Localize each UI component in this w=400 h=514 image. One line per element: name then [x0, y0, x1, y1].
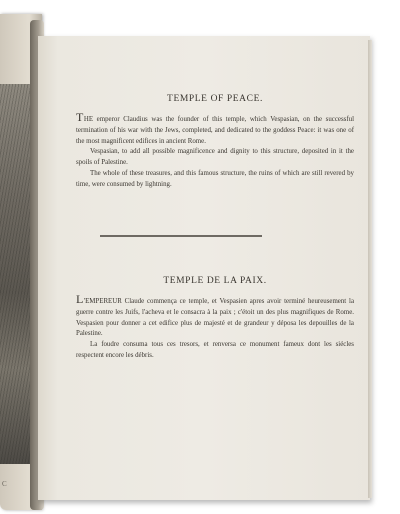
english-paragraph-1-text: HE emperor Claudius was the founder of this temple, which Vespasian, on the successful termination of his war with the Jews, completed, and dedicated to the goddess Peace: it was one of the most magnificent edifices in ancient Rome.	[76, 116, 354, 145]
french-paragraph-1-text: 'EMPEREUR Claude commença ce temple, et Vespasien apres avoir terminé heureusement la guerre contre les Juifs, l'acheva et le consacra à la paix ; c'étoit un des plus magnifiques de Rome. Vespasien pour donner a cet edifice plus de majesté et de grandeur y déposa les depouilles de la Palestine.	[76, 298, 354, 338]
english-section	[76, 94, 354, 191]
english-paragraph-3: The whole of these treasures, and this famous structure, the ruins of which are still revered by time, were consumed by lightning.	[76, 169, 354, 188]
french-dropcap: L	[76, 292, 84, 306]
english-dropcap: T	[76, 110, 84, 124]
section-divider-rule	[100, 235, 262, 237]
english-heading: TEMPLE OF PEACE.	[167, 94, 263, 104]
french-heading: TEMPLE DE LA PAIX.	[163, 276, 267, 286]
english-paragraph-1	[76, 112, 354, 147]
french-paragraph-2: La foudre consuma tous ces tresors, et renversa ce monument fameux dont les siécles respectent encore les débris.	[76, 341, 354, 359]
page-edge	[368, 40, 372, 498]
engraving-caption: C	[2, 480, 8, 488]
french-paragraph-1	[76, 294, 354, 340]
engraving-illustration	[0, 84, 30, 464]
english-paragraph-2: Vespasian, to add all possible magnificence and dignity to this structure, deposited in it the spoils of Palestine.	[76, 148, 354, 167]
french-section	[76, 276, 354, 362]
